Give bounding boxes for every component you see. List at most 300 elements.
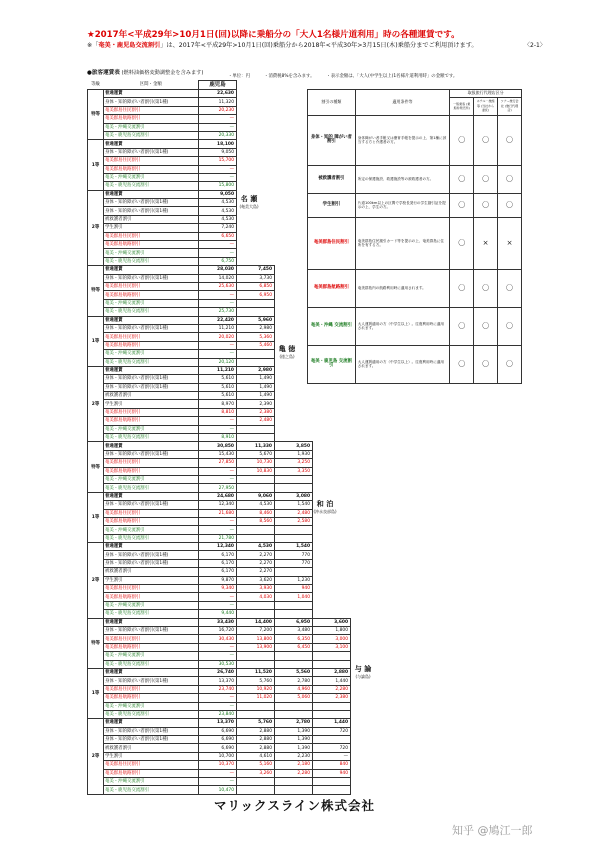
availability-mark: 〇 bbox=[450, 193, 474, 217]
fare-cell: 4,610 bbox=[237, 752, 275, 760]
fare-cell: 10,470 bbox=[199, 786, 237, 794]
fare-cell bbox=[237, 660, 275, 668]
availability-mark: 〇 bbox=[474, 165, 498, 193]
fare-type-label: 奄美・鹿児島交流割引 bbox=[104, 182, 199, 190]
fare-cell: 1,440 bbox=[313, 677, 351, 685]
fare-type-label: 学生割引 bbox=[104, 400, 199, 408]
grade-label: 特等 bbox=[88, 442, 104, 492]
table-row bbox=[88, 543, 351, 551]
fare-type-label: 身体・知的障がい者割引(第1種) bbox=[104, 148, 199, 156]
fare-cell: — bbox=[199, 702, 237, 710]
fare-cell: 30,430 bbox=[199, 635, 237, 643]
table-row bbox=[88, 710, 351, 718]
availability-mark: 〇 bbox=[474, 193, 498, 217]
fare-type-label: 奄美・沖縄交流割引 bbox=[104, 652, 199, 660]
fare-type-label: 奄美群島航路割引 bbox=[104, 241, 199, 249]
availability-mark: 〇 bbox=[450, 115, 474, 165]
fare-cell: 6,170 bbox=[199, 551, 237, 559]
fare-cell: 2,880 bbox=[237, 736, 275, 744]
grade-label: 2等 bbox=[88, 719, 104, 795]
fare-cell: 1,490 bbox=[237, 383, 275, 391]
fare-cell: — bbox=[199, 475, 237, 483]
fare-cell: 7,200 bbox=[237, 627, 275, 635]
fare-cell: — bbox=[199, 350, 237, 358]
fare-type-label: 被救護者割引 bbox=[104, 568, 199, 576]
fare-cell: 2,380 bbox=[313, 694, 351, 702]
fare-cell: — bbox=[199, 341, 237, 349]
discount-condition: 奄美群島内の航路利用時に適用されます。 bbox=[355, 269, 449, 307]
discount-row bbox=[308, 193, 522, 217]
fare-cell: 15,430 bbox=[199, 450, 237, 458]
fare-cell: — bbox=[199, 417, 237, 425]
fare-cell bbox=[275, 534, 313, 542]
availability-mark: 〇 bbox=[450, 345, 474, 383]
fare-cell: 3,080 bbox=[275, 492, 313, 500]
fare-cell: 3,100 bbox=[313, 643, 351, 651]
table-row bbox=[88, 719, 351, 727]
fare-cell: 11,020 bbox=[237, 694, 275, 702]
fare-cell: — bbox=[199, 643, 237, 651]
fare-cell: 27,950 bbox=[199, 484, 237, 492]
fare-cell: 26,740 bbox=[199, 668, 237, 676]
table-row bbox=[88, 702, 351, 710]
fare-cell: 8,810 bbox=[199, 408, 237, 416]
fare-type-label: 身体・知的障がい者割引(第1種) bbox=[104, 274, 199, 282]
fare-type-label: 身体・知的障がい者割引(第1種) bbox=[104, 450, 199, 458]
fare-cell bbox=[237, 475, 275, 483]
fare-cell: 22,630 bbox=[199, 90, 237, 98]
fare-cell bbox=[237, 652, 275, 660]
fare-cell bbox=[237, 484, 275, 492]
fare-cell bbox=[237, 425, 275, 433]
fare-cell: 12,340 bbox=[199, 501, 237, 509]
fare-cell bbox=[313, 660, 351, 668]
table-row bbox=[88, 392, 351, 400]
fare-type-label: 普通運賃 bbox=[104, 668, 199, 676]
fare-cell: 5,560 bbox=[275, 668, 313, 676]
fare-cell: 6,650 bbox=[199, 232, 237, 240]
fare-cell: 770 bbox=[275, 551, 313, 559]
fare-cell bbox=[275, 526, 313, 534]
fare-cell: 940 bbox=[275, 585, 313, 593]
fare-cell: 1,390 bbox=[275, 736, 313, 744]
fare-cell: 2,880 bbox=[237, 727, 275, 735]
fare-cell: 9,050 bbox=[199, 190, 237, 198]
fare-cell: — bbox=[199, 241, 237, 249]
fare-cell: — bbox=[199, 425, 237, 433]
fare-cell: 6,850 bbox=[237, 282, 275, 290]
table-row bbox=[88, 576, 351, 584]
fare-cell: 21,780 bbox=[199, 534, 237, 542]
validity-note: ※「奄美・鹿児島交流割引」は、2017年<平成29年>10月1日(回)乗船分から2018年<平成30年>3月15日(木)乗船分までご利用頂けます。 bbox=[87, 42, 478, 49]
table-row bbox=[88, 778, 351, 786]
table-row bbox=[88, 442, 351, 450]
fare-type-label: 被救護者割引 bbox=[104, 392, 199, 400]
fare-cell: 11,330 bbox=[237, 442, 275, 450]
fare-cell: 13,800 bbox=[237, 635, 275, 643]
fare-cell: 1,800 bbox=[313, 627, 351, 635]
fare-cell: 2,780 bbox=[275, 677, 313, 685]
fare-type-label: 普通運賃 bbox=[104, 190, 199, 198]
fare-cell: 11,210 bbox=[199, 366, 237, 374]
grade-label: 2等 bbox=[88, 543, 104, 619]
fare-type-label: 奄美・鹿児島交流割引 bbox=[104, 131, 199, 139]
availability-mark: 〇 bbox=[498, 307, 522, 345]
discount-row bbox=[308, 115, 522, 165]
fare-cell: 11,520 bbox=[237, 668, 275, 676]
page-number: 〈2-1〉 bbox=[524, 42, 546, 49]
fare-cell: 23,740 bbox=[199, 685, 237, 693]
fare-cell: 2,390 bbox=[237, 400, 275, 408]
table-row bbox=[88, 484, 351, 492]
fare-cell bbox=[313, 736, 351, 744]
fare-cell: 21,680 bbox=[199, 509, 237, 517]
fare-cell: 2,880 bbox=[313, 668, 351, 676]
table-row bbox=[88, 425, 351, 433]
fare-type-label: 奄美群島航路割引 bbox=[104, 417, 199, 425]
discount-name: 奄美群島住民割引 bbox=[308, 217, 356, 269]
fare-cell: 3,930 bbox=[237, 585, 275, 593]
fare-cell bbox=[237, 434, 275, 442]
fare-cell: 5,460 bbox=[237, 341, 275, 349]
fare-cell: 1,230 bbox=[275, 576, 313, 584]
fare-cell: 2,270 bbox=[237, 551, 275, 559]
table-row bbox=[88, 593, 351, 601]
discount-name: 身体・知的 障がい者割引 bbox=[308, 115, 356, 165]
fare-cell: 3,850 bbox=[275, 442, 313, 450]
fare-cell: 2,580 bbox=[275, 517, 313, 525]
table-row bbox=[88, 635, 351, 643]
fare-type-label: 普通運賃 bbox=[104, 140, 199, 148]
table-row bbox=[88, 517, 351, 525]
fare-cell bbox=[237, 299, 275, 307]
fare-cell: 770 bbox=[275, 559, 313, 567]
fare-cell: 28,030 bbox=[199, 266, 237, 274]
fare-cell: 2,880 bbox=[237, 744, 275, 752]
table-row bbox=[88, 467, 351, 475]
fare-type-label: 奄美・沖縄交流割引 bbox=[104, 299, 199, 307]
grade-header: 等級 bbox=[91, 82, 100, 88]
fare-cell bbox=[275, 568, 313, 576]
availability-mark: 〇 bbox=[450, 307, 474, 345]
route-header: 区間・金額 bbox=[139, 82, 162, 88]
fare-type-label: 普通運賃 bbox=[104, 316, 199, 324]
fare-cell bbox=[275, 786, 313, 794]
fare-type-label: 奄美群島航路割引 bbox=[104, 115, 199, 123]
fare-cell: 2,980 bbox=[237, 366, 275, 374]
fare-cell: 5,610 bbox=[199, 392, 237, 400]
fare-cell: 2,280 bbox=[313, 685, 351, 693]
condition-header: 適用条件等 bbox=[355, 90, 449, 116]
table-row bbox=[88, 736, 351, 744]
fare-cell: 20,020 bbox=[199, 333, 237, 341]
fare-cell: 11,210 bbox=[199, 324, 237, 332]
fare-cell: 3,620 bbox=[237, 576, 275, 584]
discount-condition: 身体障がい者手帳又は療育手帳を提示の上、第1種に該当する方と介護者の方。 bbox=[355, 115, 449, 165]
agency-subheader: ホテル・旅館等 (当社から委託) bbox=[474, 97, 498, 115]
fare-cell: 5,960 bbox=[237, 316, 275, 324]
fare-cell bbox=[237, 601, 275, 609]
fare-cell: 1,490 bbox=[237, 375, 275, 383]
grade-label: 1等 bbox=[88, 492, 104, 542]
fare-type-label: 身体・知的障がい者割引(第1種) bbox=[104, 627, 199, 635]
fare-cell: 1,390 bbox=[275, 744, 313, 752]
fare-cell: 940 bbox=[313, 769, 351, 777]
fare-type-label: 奄美・鹿児島交流割引 bbox=[104, 660, 199, 668]
fare-type-label: 奄美群島住民割引 bbox=[104, 635, 199, 643]
grade-label: 1等 bbox=[88, 316, 104, 366]
fare-type-label: 奄美群島住民割引 bbox=[104, 685, 199, 693]
availability-mark: 〇 bbox=[474, 115, 498, 165]
fare-type-label: 奄美群島航路割引 bbox=[104, 593, 199, 601]
fare-cell: 12,340 bbox=[199, 543, 237, 551]
fare-type-label: 奄美群島航路割引 bbox=[104, 769, 199, 777]
fare-type-label: 学生割引 bbox=[104, 224, 199, 232]
table-row bbox=[88, 408, 351, 416]
fare-cell bbox=[237, 526, 275, 534]
fare-cell: — bbox=[199, 299, 237, 307]
grade-label: 特等 bbox=[88, 90, 104, 140]
fare-cell: 10,730 bbox=[237, 459, 275, 467]
fare-cell: 15,800 bbox=[199, 182, 237, 190]
fare-cell bbox=[237, 702, 275, 710]
fare-type-label: 奄美群島住民割引 bbox=[104, 459, 199, 467]
table-row bbox=[88, 694, 351, 702]
section-title: ●旅客運賃表 (燃料油価格変動調整金を含みます) bbox=[87, 70, 204, 76]
fare-cell: 2,480 bbox=[275, 509, 313, 517]
discount-condition: 奄美群島住民割引カード等を提示の上、奄美群島に住所を有する方。 bbox=[355, 217, 449, 269]
fare-type-label: 身体・知的障がい者割引(第1種) bbox=[104, 736, 199, 744]
fare-cell: 9,050 bbox=[199, 148, 237, 156]
table-row bbox=[88, 459, 351, 467]
fare-cell: — bbox=[199, 652, 237, 660]
fare-type-label: 普通運賃 bbox=[104, 543, 199, 551]
fare-type-label: 普通運賃 bbox=[104, 442, 199, 450]
fare-type-label: 普通運賃 bbox=[104, 266, 199, 274]
fare-cell bbox=[237, 358, 275, 366]
fare-cell bbox=[237, 778, 275, 786]
fare-cell bbox=[237, 786, 275, 794]
fare-cell: 6,950 bbox=[237, 291, 275, 299]
availability-mark: 〇 bbox=[474, 269, 498, 307]
table-row bbox=[88, 744, 351, 752]
table-row bbox=[88, 618, 351, 626]
fare-cell: 6,350 bbox=[275, 635, 313, 643]
fare-cell: — bbox=[199, 115, 237, 123]
fare-type-label: 普通運賃 bbox=[104, 366, 199, 374]
fare-type-label: 奄美・鹿児島交流割引 bbox=[104, 534, 199, 542]
fare-type-label: 身体・知的障がい者割引(第1種) bbox=[104, 383, 199, 391]
fare-type-label: 奄美群島住民割引 bbox=[104, 408, 199, 416]
fare-type-label: 普通運賃 bbox=[104, 719, 199, 727]
fare-cell bbox=[275, 660, 313, 668]
fare-type-label: 奄美群島住民割引 bbox=[104, 157, 199, 165]
discount-row bbox=[308, 269, 522, 307]
discount-name: 被救護者割引 bbox=[308, 165, 356, 193]
fare-type-label: 奄美・鹿児島交流割引 bbox=[104, 786, 199, 794]
discount-row bbox=[308, 165, 522, 193]
fare-cell bbox=[237, 308, 275, 316]
fare-type-label: 奄美群島住民割引 bbox=[104, 106, 199, 114]
fare-cell bbox=[275, 610, 313, 618]
destination-label: 名 瀬 (奄美大島) bbox=[239, 195, 259, 209]
fare-cell: 2,380 bbox=[237, 408, 275, 416]
table-row bbox=[88, 643, 351, 651]
table-row bbox=[88, 417, 351, 425]
fare-cell: 30,530 bbox=[199, 660, 237, 668]
fare-cell: — bbox=[199, 526, 237, 534]
destination-label: 与 論 (与論島) bbox=[354, 665, 372, 679]
discount-condition: 片道100km以上の区間で学校長発行の学生割引証を提示の上、学生の方。 bbox=[355, 193, 449, 217]
fare-cell: — bbox=[199, 601, 237, 609]
fare-cell: 2,780 bbox=[275, 719, 313, 727]
fare-type-label: 奄美群島航路割引 bbox=[104, 467, 199, 475]
table-row bbox=[88, 585, 351, 593]
fare-type-label: 奄美・沖縄交流割引 bbox=[104, 173, 199, 181]
fare-cell: 3,480 bbox=[275, 627, 313, 635]
fare-cell: 8,560 bbox=[237, 517, 275, 525]
fare-type-label: 奄美・沖縄交流割引 bbox=[104, 702, 199, 710]
fare-cell: 13,370 bbox=[199, 677, 237, 685]
fare-type-label: 身体・知的障がい者割引(第1種) bbox=[104, 207, 199, 215]
fare-cell: 9,440 bbox=[199, 610, 237, 618]
fare-cell bbox=[313, 710, 351, 718]
fare-cell: 3,730 bbox=[237, 274, 275, 282]
discount-row bbox=[308, 345, 522, 383]
agency-header: 取扱旅行代理店区分 bbox=[450, 90, 522, 98]
fare-cell bbox=[237, 534, 275, 542]
fare-cell: 2,230 bbox=[275, 752, 313, 760]
fare-cell: 10,370 bbox=[199, 761, 237, 769]
fare-cell: 1,490 bbox=[237, 392, 275, 400]
discount-name: 学生割引 bbox=[308, 193, 356, 217]
agency-subheader: 一般乗客 (乗船券発売所) bbox=[450, 97, 474, 115]
availability-mark: 〇 bbox=[450, 165, 474, 193]
table-row bbox=[88, 769, 351, 777]
fare-type-label: 奄美・沖縄交流割引 bbox=[104, 778, 199, 786]
table-row bbox=[88, 450, 351, 458]
fare-cell: 1,540 bbox=[275, 543, 313, 551]
table-row bbox=[88, 400, 351, 408]
fare-type-label: 奄美・沖縄交流割引 bbox=[104, 475, 199, 483]
fare-type-label: 普通運賃 bbox=[104, 492, 199, 500]
fare-cell: 33,430 bbox=[199, 618, 237, 626]
fare-cell: 5,360 bbox=[237, 333, 275, 341]
fare-notes: ・単位：円 ・消費税8%を含みます。 ・表示金額は、「大人(中学生以上)1名様片道利用時」の金額です。 bbox=[228, 74, 458, 79]
fare-cell bbox=[275, 601, 313, 609]
fare-cell: 8,910 bbox=[199, 434, 237, 442]
table-row bbox=[88, 601, 351, 609]
fare-cell bbox=[313, 778, 351, 786]
discount-condition: 所定の保護施設、救護施設等の被救護者の方。 bbox=[355, 165, 449, 193]
table-row bbox=[88, 610, 351, 618]
fare-type-label: 奄美群島住民割引 bbox=[104, 509, 199, 517]
fare-cell: 3,600 bbox=[313, 618, 351, 626]
availability-mark: 〇 bbox=[498, 345, 522, 383]
fare-cell bbox=[275, 778, 313, 786]
table-row bbox=[88, 434, 351, 442]
agency-subheader: ツアー旅行会社 (旅行代理店) bbox=[498, 97, 522, 115]
fare-cell bbox=[313, 786, 351, 794]
discount-condition: 大人運賃適用の方（中学生以上）。往復利用時に適用されます。 bbox=[355, 345, 449, 383]
fare-type-label: 奄美群島航路割引 bbox=[104, 517, 199, 525]
fare-type-label: 奄美・沖縄交流割引 bbox=[104, 123, 199, 131]
fare-type-label: 奄美・鹿児島交流割引 bbox=[104, 484, 199, 492]
fare-cell: 5,160 bbox=[237, 761, 275, 769]
fare-cell: 20,330 bbox=[199, 131, 237, 139]
fare-cell: — bbox=[199, 467, 237, 475]
fare-type-label: 奄美・沖縄交流割引 bbox=[104, 601, 199, 609]
fare-cell bbox=[237, 710, 275, 718]
discount-name: 奄美群島航路割引 bbox=[308, 269, 356, 307]
fare-cell: 840 bbox=[313, 761, 351, 769]
fare-cell: 14,400 bbox=[237, 618, 275, 626]
origin-header: 鹿児島 bbox=[199, 81, 237, 90]
fare-cell: 6,690 bbox=[199, 727, 237, 735]
fare-type-label: 身体・知的障がい者割引(第1種) bbox=[104, 324, 199, 332]
availability-mark: 〇 bbox=[474, 345, 498, 383]
fare-cell: 13,900 bbox=[237, 643, 275, 651]
fare-cell: 8,460 bbox=[237, 509, 275, 517]
fare-cell: 5,610 bbox=[199, 375, 237, 383]
grade-label: 特等 bbox=[88, 266, 104, 316]
table-row bbox=[88, 627, 351, 635]
fare-cell: 18,100 bbox=[199, 140, 237, 148]
table-row bbox=[88, 685, 351, 693]
availability-mark: 〇 bbox=[498, 269, 522, 307]
fare-type-label: 被救護者割引 bbox=[104, 744, 199, 752]
fare-cell: 6,450 bbox=[275, 643, 313, 651]
fare-cell: 1,540 bbox=[275, 501, 313, 509]
availability-mark: × bbox=[498, 217, 522, 269]
destination-label: 亀 徳 (徳之島) bbox=[278, 345, 296, 359]
fare-type-label: 普通運賃 bbox=[104, 618, 199, 626]
discount-grid bbox=[307, 89, 522, 384]
fare-cell bbox=[275, 702, 313, 710]
fare-type-label: 身体・知的障がい者割引(第1種) bbox=[104, 727, 199, 735]
fare-cell: 5,760 bbox=[237, 719, 275, 727]
discount-name-header: 割引の種類 bbox=[308, 90, 356, 116]
fare-cell: 6,750 bbox=[199, 257, 237, 265]
fare-cell: 30,850 bbox=[199, 442, 237, 450]
table-row bbox=[88, 786, 351, 794]
availability-mark: × bbox=[474, 217, 498, 269]
fare-cell: 9,060 bbox=[237, 492, 275, 500]
fare-cell: 25,630 bbox=[199, 282, 237, 290]
fare-type-label: 身体・知的障がい者割引(第1種) bbox=[104, 98, 199, 106]
fare-cell: 5,760 bbox=[237, 677, 275, 685]
fare-cell: 2,280 bbox=[275, 769, 313, 777]
fare-type-label: 奄美・鹿児島交流割引 bbox=[104, 308, 199, 316]
fare-cell: 16,720 bbox=[199, 627, 237, 635]
fare-cell: — bbox=[199, 291, 237, 299]
fare-cell: — bbox=[199, 694, 237, 702]
fare-type-label: 身体・知的障がい者割引(第1種) bbox=[104, 375, 199, 383]
fare-cell: — bbox=[199, 173, 237, 181]
fare-cell: 6,690 bbox=[199, 744, 237, 752]
table-row bbox=[88, 652, 351, 660]
fare-cell: 4,530 bbox=[199, 199, 237, 207]
fare-type-label: 奄美・鹿児島交流割引 bbox=[104, 710, 199, 718]
fare-cell: 5,060 bbox=[275, 694, 313, 702]
fare-type-label: 奄美群島住民割引 bbox=[104, 232, 199, 240]
grade-label: 1等 bbox=[88, 668, 104, 718]
fare-cell: 11,320 bbox=[199, 98, 237, 106]
fare-type-label: 奄美・沖縄交流割引 bbox=[104, 425, 199, 433]
fare-cell: 1,930 bbox=[275, 450, 313, 458]
discount-row bbox=[308, 217, 522, 269]
fare-cell bbox=[275, 484, 313, 492]
